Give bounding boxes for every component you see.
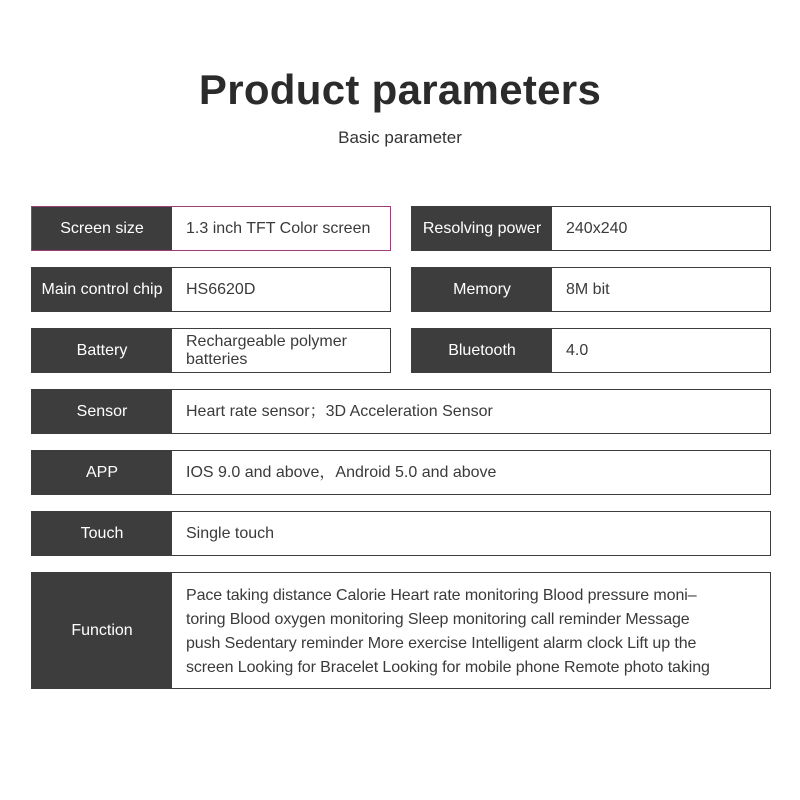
param-row-touch [31,511,771,556]
param-row-sensor [31,389,771,434]
param-row-battery [31,328,391,373]
param-row-screen-size [31,206,391,251]
param-row-main-control-chip [31,267,391,312]
param-label-bluetooth: Bluetooth [412,329,552,372]
param-row-app [31,450,771,495]
page-subtitle: Basic parameter [338,128,462,147]
param-label-battery: Battery [32,329,172,372]
param-value-screen-size: 1.3 inch TFT Color screen [186,219,371,237]
param-value-touch: Single touch [186,524,275,542]
param-label-function: Function [32,573,172,688]
param-label-touch: Touch [32,512,172,555]
param-label-screen-size: Screen size [32,207,172,250]
param-value-sensor: Heart rate sensor；3D Acceleration Sensor [186,402,493,420]
param-value-battery-line2: batteries [186,351,248,368]
param-row-resolving-power [411,206,771,251]
param-value-main-control-chip: HS6620D [186,280,256,298]
param-value-battery-line1: Rechargeable polymer [186,333,347,350]
function-line: push Sedentary reminder More exercise Intelligent alarm clock Lift up the [186,635,697,652]
function-line: toring Blood oxygen monitoring Sleep monitoring call reminder Message [186,611,690,628]
param-row-bluetooth [411,328,771,373]
param-value-bluetooth: 4.0 [566,341,589,359]
param-value-function [172,573,770,688]
param-value-resolving-power: 240x240 [566,219,628,237]
param-row-function [31,572,771,689]
param-value-memory: 8M bit [566,280,610,298]
param-label-app: APP [32,451,172,494]
param-value-app: IOS 9.0 and above，Android 5.0 and above [186,463,497,481]
param-label-main-control-chip: Main control chip [32,268,172,311]
param-value-battery [172,329,390,372]
param-label-resolving-power: Resolving power [412,207,552,250]
page-title: Product parameters [198,66,602,113]
function-line: Pace taking distance Calorie Heart rate monitoring Blood pressure moni– [186,587,697,604]
param-label-sensor: Sensor [32,390,172,433]
param-label-memory: Memory [412,268,552,311]
param-row-memory [411,267,771,312]
function-line: screen Looking for Bracelet Looking for mobile phone Remote photo taking [186,659,710,676]
